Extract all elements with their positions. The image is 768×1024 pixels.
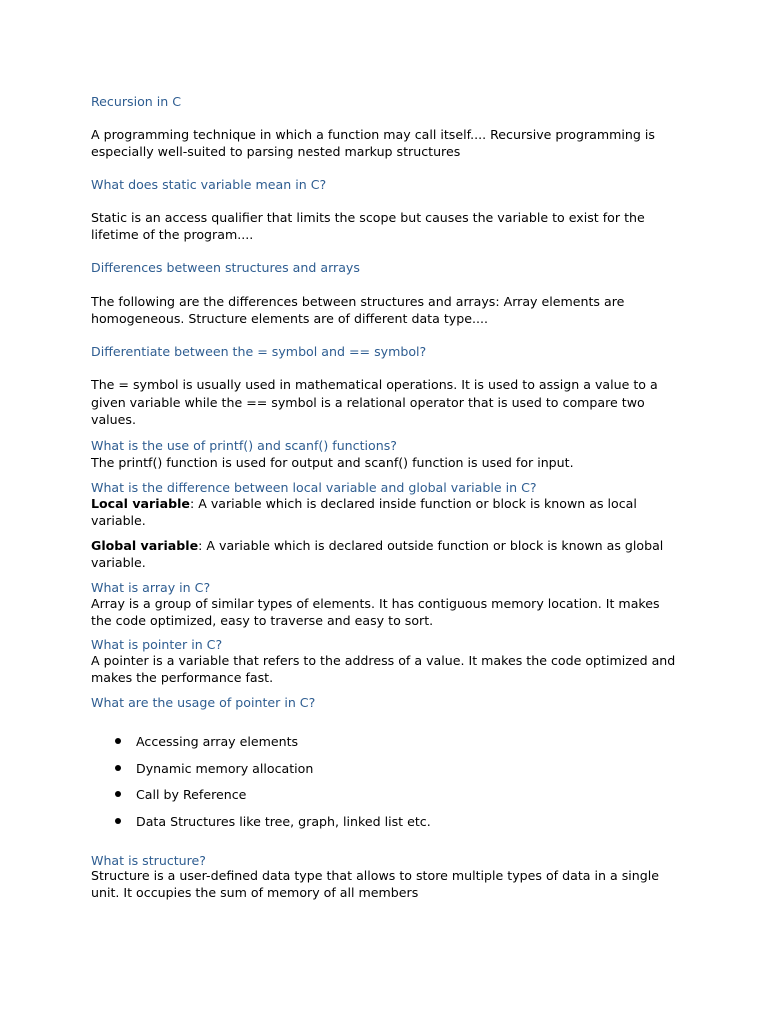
paragraph-structures-arrays: The following are the differences between structures and arrays: Array elements are homogeneous. Structure elements are of different data type.... — [91, 294, 625, 326]
heading-recursion: Recursion in C — [91, 94, 182, 109]
pointer-usage-list — [91, 733, 651, 840]
paragraph-global-variable — [91, 537, 681, 571]
heading-printf-scanf: What is the use of printf() and scanf() functions? — [91, 438, 397, 453]
bullet-icon — [115, 765, 121, 771]
paragraph-static-variable: Static is an access qualifier that limits the scope but causes the variable to exist for the lifetime of the program.... — [91, 210, 645, 242]
list-item-text: Data Structures like tree, graph, linked list etc. — [136, 814, 431, 830]
paragraph-local-variable — [91, 495, 681, 529]
heading-pointer: What is pointer in C? — [91, 637, 223, 652]
bullet-icon — [115, 791, 121, 797]
paragraph-array: Array is a group of similar types of elements. It has contiguous memory location. It makes the code optimized, easy to traverse and easy to sort. — [91, 596, 660, 628]
paragraph-equals-symbols: The = symbol is usually used in mathematical operations. It is used to assign a value to a given variable while the == symbol is a relational operator that is used to compare two values. — [91, 377, 658, 427]
heading-static-variable: What does static variable mean in C? — [91, 177, 327, 192]
paragraph-structure: Structure is a user-defined data type that allows to store multiple types of data in a single unit. It occupies the sum of memory of all members — [91, 868, 659, 900]
heading-pointer-usage: What are the usage of pointer in C? — [91, 695, 316, 710]
list-item — [91, 813, 651, 840]
list-item-text: Accessing array elements — [136, 734, 299, 749]
list-item-text: Dynamic memory allocation — [136, 760, 314, 776]
heading-structures-arrays: Differences between structures and arrays — [91, 260, 360, 275]
paragraph-recursion: A programming technique in which a function may call itself.... Recursive programming is especially well-suited to parsing nested markup structures — [91, 127, 655, 159]
heading-structure: What is structure? — [91, 853, 206, 868]
paragraph-pointer: A pointer is a variable that refers to the address of a value. It makes the code optimized and makes the performance fast. — [91, 653, 676, 685]
local-variable-term: Local variable — [91, 496, 190, 511]
list-item — [91, 786, 651, 813]
paragraph-printf-scanf: The printf() function is used for output and scanf() function is used for input. — [91, 455, 574, 470]
list-item — [91, 760, 651, 787]
heading-array: What is array in C? — [91, 580, 211, 595]
heading-local-global: What is the difference between local variable and global variable in C? — [91, 480, 537, 495]
list-item — [91, 733, 651, 760]
bullet-icon — [115, 738, 121, 744]
global-variable-term: Global variable — [91, 538, 199, 553]
local-variable-definition: : A variable which is declared inside function or block is known as local variable. — [91, 496, 637, 528]
heading-equals-symbols: Differentiate between the = symbol and == symbol? — [91, 344, 427, 359]
global-variable-definition: : A variable which is declared outside function or block is known as global variable. — [91, 538, 664, 570]
bullet-icon — [115, 818, 121, 824]
list-item-text: Call by Reference — [136, 787, 247, 803]
